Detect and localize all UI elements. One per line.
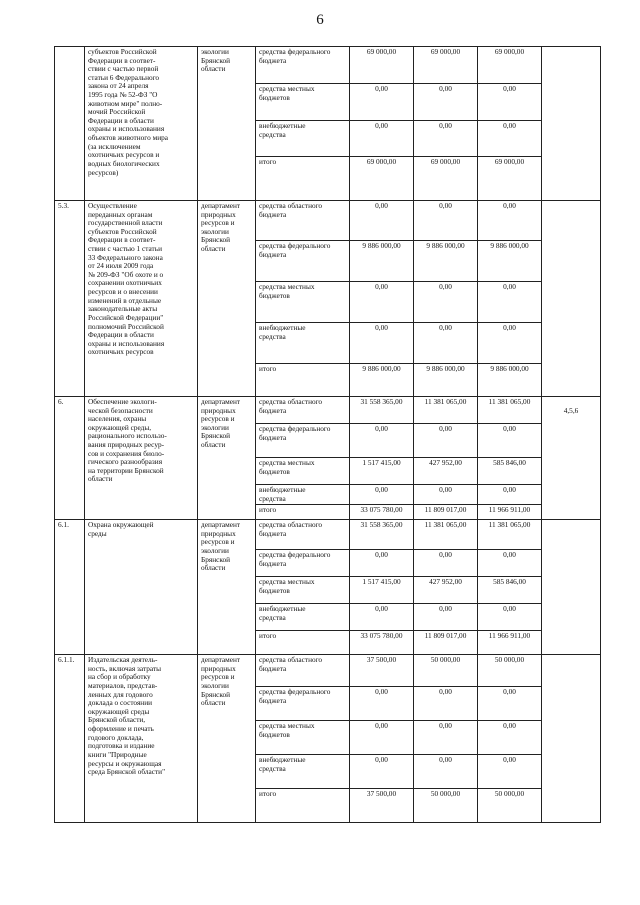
- value-year-3: 0,00: [478, 721, 542, 755]
- target-indicators: 4,5,6: [542, 397, 601, 520]
- row-number: 5.3.: [55, 201, 85, 397]
- value-year-2: 0,00: [414, 424, 478, 458]
- value-year-2: 0,00: [414, 687, 478, 721]
- executor: департамент природных ресурсов и экологии Брянской области: [198, 201, 256, 397]
- value-year-3: 11 966 911,00: [478, 631, 542, 655]
- value-year-2: 427 952,00: [414, 577, 478, 604]
- value-year-3: 0,00: [478, 323, 542, 364]
- page-number: 6: [316, 12, 324, 28]
- executor: экологии Брянской области: [198, 47, 256, 201]
- value-year-2: 0,00: [414, 721, 478, 755]
- funding-source: итого: [256, 157, 350, 201]
- table-row: [55, 201, 601, 241]
- value-year-1: 0,00: [350, 550, 414, 577]
- funding-source: итого: [256, 631, 350, 655]
- value-year-2: 0,00: [414, 755, 478, 789]
- funding-source: средства местных бюджетов: [256, 458, 350, 485]
- value-year-3: 0,00: [478, 282, 542, 323]
- program-table: [54, 46, 601, 823]
- funding-source: средства местных бюджетов: [256, 577, 350, 604]
- funding-source: итого: [256, 505, 350, 520]
- measure-name: Охрана окружающей среды: [85, 520, 198, 655]
- target-indicators: [542, 655, 601, 823]
- target-indicators: [542, 201, 601, 397]
- table-row: [55, 397, 601, 424]
- funding-source: средства областного бюджета: [256, 655, 350, 687]
- funding-source: внебюджетные средства: [256, 604, 350, 631]
- value-year-1: 0,00: [350, 485, 414, 505]
- value-year-3: 0,00: [478, 485, 542, 505]
- value-year-3: 11 381 065,00: [478, 520, 542, 550]
- value-year-3: 585 846,00: [478, 577, 542, 604]
- funding-source: внебюджетные средства: [256, 755, 350, 789]
- value-year-2: 0,00: [414, 604, 478, 631]
- value-year-1: 9 886 000,00: [350, 241, 414, 282]
- value-year-2: 0,00: [414, 323, 478, 364]
- executor: департамент природных ресурсов и экологии Брянской области: [198, 520, 256, 655]
- value-year-3: 0,00: [478, 121, 542, 157]
- table-row: [55, 520, 601, 550]
- value-year-3: 0,00: [478, 201, 542, 241]
- funding-source: средства областного бюджета: [256, 397, 350, 424]
- funding-source: внебюджетные средства: [256, 323, 350, 364]
- value-year-2: 50 000,00: [414, 789, 478, 823]
- target-indicators: [542, 520, 601, 655]
- value-year-3: 0,00: [478, 84, 542, 121]
- value-year-3: 0,00: [478, 755, 542, 789]
- executor: департамент природных ресурсов и экологии Брянской области: [198, 397, 256, 520]
- value-year-3: 9 886 000,00: [478, 364, 542, 397]
- value-year-1: 1 517 415,00: [350, 458, 414, 485]
- funding-source: средства федерального бюджета: [256, 687, 350, 721]
- value-year-2: 11 381 065,00: [414, 397, 478, 424]
- measure-name: Обеспечение экологи- ческой безопасности населения, охраны окружающей среды, рационального использо- вания природных ресур- сов и сохранения биоло- гического разнообразия на территории Брянской области: [85, 397, 198, 520]
- value-year-3: 0,00: [478, 604, 542, 631]
- value-year-2: 11 809 017,00: [414, 505, 478, 520]
- funding-source: итого: [256, 364, 350, 397]
- value-year-1: 1 517 415,00: [350, 577, 414, 604]
- value-year-1: 31 558 365,00: [350, 397, 414, 424]
- target-indicators: [542, 47, 601, 201]
- value-year-1: 0,00: [350, 323, 414, 364]
- value-year-2: 0,00: [414, 201, 478, 241]
- value-year-1: 37 500,00: [350, 655, 414, 687]
- funding-source: средства областного бюджета: [256, 520, 350, 550]
- funding-source: средства федерального бюджета: [256, 424, 350, 458]
- table-row: [55, 47, 601, 84]
- value-year-1: 9 886 000,00: [350, 364, 414, 397]
- value-year-1: 0,00: [350, 201, 414, 241]
- value-year-2: 11 809 017,00: [414, 631, 478, 655]
- funding-source: средства местных бюджетов: [256, 282, 350, 323]
- value-year-1: 69 000,00: [350, 47, 414, 84]
- value-year-3: 0,00: [478, 424, 542, 458]
- value-year-2: 50 000,00: [414, 655, 478, 687]
- value-year-2: 0,00: [414, 282, 478, 323]
- value-year-2: 11 381 065,00: [414, 520, 478, 550]
- funding-source: средства местных бюджетов: [256, 721, 350, 755]
- measure-name: Издательская деятель- ность, включая затраты на сбор и обработку материалов, представ- ленных для годового доклада о состоянии окружающей среды Брянской области, оформление и печать годового доклада, подготовка и издание книги "Природные ресурсы и окружающая среда Брянской области": [85, 655, 198, 823]
- value-year-2: 9 886 000,00: [414, 364, 478, 397]
- funding-source: итого: [256, 789, 350, 823]
- value-year-2: 0,00: [414, 121, 478, 157]
- value-year-1: 0,00: [350, 755, 414, 789]
- value-year-3: 11 966 911,00: [478, 505, 542, 520]
- value-year-1: 33 075 780,00: [350, 631, 414, 655]
- value-year-3: 0,00: [478, 687, 542, 721]
- value-year-1: 37 500,00: [350, 789, 414, 823]
- value-year-1: 69 000,00: [350, 157, 414, 201]
- value-year-1: 0,00: [350, 721, 414, 755]
- value-year-2: 0,00: [414, 485, 478, 505]
- funding-source: средства федерального бюджета: [256, 47, 350, 84]
- funding-source: средства федерального бюджета: [256, 550, 350, 577]
- row-number: 6.1.1.: [55, 655, 85, 823]
- value-year-3: 50 000,00: [478, 789, 542, 823]
- value-year-2: 0,00: [414, 84, 478, 121]
- measure-name: субъектов Российской Федерации в соответ- ствии с частью первой статьи 6 Федерального закона от 24 апреля 1995 года № 52-ФЗ "О животном мире" полно- мочий Российской Федерации в области охраны и использования объектов животного мира (за исключением охотничьих ресурсов и водных биологических ресурсов): [85, 47, 198, 201]
- value-year-1: 0,00: [350, 84, 414, 121]
- value-year-3: 585 846,00: [478, 458, 542, 485]
- value-year-3: 11 381 065,00: [478, 397, 542, 424]
- value-year-1: 0,00: [350, 424, 414, 458]
- value-year-3: 9 886 000,00: [478, 241, 542, 282]
- row-number: 6.1.: [55, 520, 85, 655]
- value-year-3: 69 000,00: [478, 157, 542, 201]
- funding-source: средства областного бюджета: [256, 201, 350, 241]
- funding-source: внебюджетные средства: [256, 121, 350, 157]
- funding-source: средства федерального бюджета: [256, 241, 350, 282]
- table-row: [55, 655, 601, 687]
- value-year-3: 69 000,00: [478, 47, 542, 84]
- value-year-2: 0,00: [414, 550, 478, 577]
- funding-source: внебюджетные средства: [256, 485, 350, 505]
- value-year-1: 0,00: [350, 687, 414, 721]
- value-year-2: 69 000,00: [414, 47, 478, 84]
- executor: департамент природных ресурсов и экологии Брянской области: [198, 655, 256, 823]
- row-number: [55, 47, 85, 201]
- value-year-3: 0,00: [478, 550, 542, 577]
- funding-source: средства местных бюджетов: [256, 84, 350, 121]
- value-year-2: 427 952,00: [414, 458, 478, 485]
- measure-name: Осуществление переданных органам государственной власти субъектов Российской Федерации в соответ- ствии с частью 1 статьи 33 Федерального закона от 24 июля 2009 года № 209-ФЗ "Об охоте и о сохранении охотничьих ресурсов и о внесении изменений в отдельные законодательные акты Российской Федерации" полномочий Российской Федерации в области охраны и использования охотничьих ресурсов: [85, 201, 198, 397]
- value-year-1: 0,00: [350, 282, 414, 323]
- row-number: 6.: [55, 397, 85, 520]
- value-year-2: 9 886 000,00: [414, 241, 478, 282]
- value-year-1: 0,00: [350, 121, 414, 157]
- value-year-2: 69 000,00: [414, 157, 478, 201]
- value-year-1: 33 075 780,00: [350, 505, 414, 520]
- value-year-1: 0,00: [350, 604, 414, 631]
- value-year-1: 31 558 365,00: [350, 520, 414, 550]
- value-year-3: 50 000,00: [478, 655, 542, 687]
